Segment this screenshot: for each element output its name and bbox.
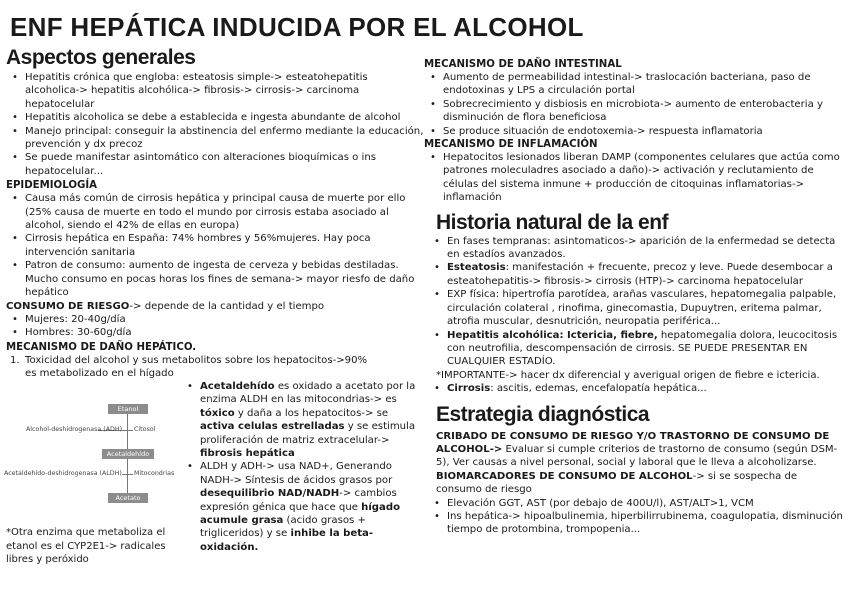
list-item: • Mujeres: 20-40g/día	[6, 313, 424, 326]
list-item: • Patron de consumo: aumento de ingesta de cerveza y bebidas destiladas. Mucho consumo en pocas horas los fines de semana-> mayor riesfo de daño hepático	[6, 259, 424, 299]
right-column	[424, 58, 844, 537]
text: (acido grasos + trigliceridos) y se	[200, 515, 366, 540]
text: y se estimula proliferación de matriz extracelular->	[200, 421, 416, 446]
bold-text: Acetaldehído	[200, 381, 275, 392]
bold-text: activa celulas estrelladas	[200, 421, 345, 433]
epidemiologia-list	[6, 192, 424, 299]
metabolism-diagram	[0, 398, 180, 508]
cribado-heading: CRIBADO DE CONSUMO DE RIESGO Y/O TRASTORNO DE CONSUMO DE ALCOHOL->	[436, 430, 830, 455]
consumo-riesgo-heading: CONSUMO DE RIESGO	[6, 300, 130, 312]
arrow-line	[127, 414, 128, 449]
mecanismo-inflamacion-heading: MECANISMO DE INFLAMACIÓN	[424, 139, 598, 151]
mecanismo-intestinal-list	[424, 71, 844, 138]
etanol-box: Etanol	[108, 404, 148, 414]
text: : manifestación + frecuente, precoz y leve. Puede desembocar a esteatohepatitis-> fibrosis-> cirrosis (HTP)-> carcinoma hepatocelular	[447, 262, 833, 287]
bold-text: Cirrosis	[447, 383, 491, 395]
list-item	[428, 329, 844, 369]
cyp2e1-note: *Otra enzima que metaboliza el etanol es el CYP2E1-> radicales libres y peróxido	[6, 527, 166, 565]
left-column	[6, 46, 424, 381]
text: y daña a los hepatocitos-> se	[234, 407, 389, 419]
mitocondrias-label: Mitocondrias	[134, 470, 175, 477]
list-item: • Cirrosis hepática en España: 74% hombres y 56%mujeres. Hay poca intervención sanitaria	[6, 232, 424, 259]
list-item: • Aumento de permeabilidad intestinal-> traslocación bacteriana, paso de endotoxinas y LPS a circulación portal	[424, 71, 844, 98]
historia-list	[428, 235, 844, 369]
enzyme-adh-label: Alcohol-deshidrogenasa (ADH)	[26, 426, 123, 433]
aspectos-list	[6, 71, 424, 178]
list-item: • Ins hepática-> hipoalbulinemia, hiperbilirrubinema, coagulopatia, disminución tiempo de protombina, trompopenia...	[428, 510, 844, 537]
bold-text: Hepatitis alcohólica: Ictericia, fiebre,	[447, 329, 658, 341]
list-item	[181, 380, 421, 460]
arrow-line	[127, 459, 128, 493]
list-item: • EXP física: hipertrofía parotídea, arañas vasculares, hepatomegalia palpable, circulación colateral , rinofima, ginecomastia, Dupuytren, eritema palmar, atrofia muscular, desnutrición, neuropatia periférica...	[428, 288, 844, 328]
consumo-riesgo-line	[6, 300, 424, 313]
acetaldehido-box: Acetaldehído	[102, 449, 154, 459]
biomarcadores-paragraph	[436, 470, 844, 497]
mecanismo-hepatico-item	[6, 354, 375, 381]
list-item: • Sobrecrecimiento y disbiosis en microbiota-> aumento de enterobacteria y disminución de flora beneficiosa	[424, 98, 844, 125]
list-item: • Se puede manifestar asintomático con alteraciones bioquímicas o ins hepatocelular...	[6, 151, 424, 178]
bold-text: tóxico	[200, 407, 235, 419]
list-item: • Se produce situación de endotoxemia-> respuesta inflamatoria	[424, 125, 844, 138]
list-item: • Hombres: 30-60g/día	[6, 326, 424, 339]
mid-list	[181, 380, 421, 554]
text: -> cambios expresión génica que hace que	[200, 488, 397, 513]
mecanismo-inflamacion-list	[424, 151, 844, 205]
arrow-line	[127, 430, 133, 431]
list-item: • Causa más común de cirrosis hepática y principal causa de muerte por ello (25% causa de muerte en todo el mundo por cirrosis estaba asociado al alcohol, siendo el 42% de ellas en europa)	[6, 192, 424, 232]
bold-text: hígado acumule grasa	[200, 501, 400, 527]
consumo-riesgo-list	[6, 313, 424, 340]
list-item: • Hepatitis crónica que engloba: esteatosis simple-> esteatohepatitis alcoholica-> hepatitis alcohólica-> fibrosis-> cirrosis-> carcinoma hepatocelular	[6, 71, 424, 111]
text: es oxidado a acetato por la enzima ALDH en las mitocondrias-> es	[200, 381, 416, 406]
bold-text: fibrosis hepática	[200, 448, 295, 460]
list-item: • Hepatitis alcoholica se debe a establecida e ingesta abundante de alcohol	[6, 111, 424, 124]
epidemiologia-heading: EPIDEMIOLOGÍA	[6, 180, 98, 192]
bold-text: desequilibrio NAD/NADH	[200, 488, 340, 500]
cribado-text: Evaluar si cumple criterios de trastorno de consumo (según DSM-5), Ver causas a nivel personal, social y laboral que le lleva a alcoholizarse.	[436, 443, 838, 469]
list-item: • En fases tempranas: asintomaticos-> aparición de la enfermedad se detecta en estadíos avanzados.	[428, 235, 844, 262]
mecanismo-hepatico-heading: MECANISMO DE DAÑO HEPÁTICO.	[6, 341, 197, 353]
historia-list-2	[428, 382, 844, 395]
cribado-paragraph	[436, 430, 844, 470]
list-item	[181, 460, 421, 554]
text: ALDH y ADH-> usa NAD+, Generando NADH-> Síntesis de ácidos grasos por	[200, 461, 393, 486]
mecanismo-intestinal-heading: MECANISMO DE DAÑO INTESTINAL	[424, 59, 622, 70]
page-title: ENF HEPÁTICA INDUCIDA POR EL ALCOHOL	[10, 12, 584, 42]
biomarcadores-heading: BIOMARCADORES DE CONSUMO DE ALCOHOL	[436, 470, 693, 482]
historia-heading: Historia natural de la enf	[436, 210, 669, 234]
enzyme-aldh-label: Acetaldehído-deshidrogenasa (ALDH)	[4, 470, 122, 477]
mid-bullets	[181, 380, 421, 554]
arrow-line	[127, 474, 133, 475]
bold-text: Esteatosis	[447, 262, 506, 274]
item-number: 1.	[10, 354, 20, 366]
consumo-riesgo-text: -> depende de la cantidad y el tiempo	[129, 300, 325, 312]
biomarcadores-list	[428, 497, 844, 537]
estrategia-heading: Estrategia diagnóstica	[436, 402, 650, 426]
bold-text: inhibe la beta-oxidación.	[200, 528, 374, 553]
list-item: • Hepatocitos lesionados liberan DAMP (componentes celulares que actúa como patrones moleculadres asociado a daño)-> activación y reclutamiento de células del sistema inmune + producción de citoquinas inflamatorias-> inflamación	[424, 151, 844, 205]
aspectos-heading: Aspectos generales	[6, 46, 196, 69]
biomarcadores-text: -> si se sospecha de consumo de riesgo	[436, 470, 798, 496]
citosol-label: Citosol	[134, 426, 156, 433]
list-item: • Elevación GGT, AST (por debajo de 400U/l), AST/ALT>1, VCM	[428, 497, 844, 510]
list-item	[428, 382, 844, 395]
list-item	[428, 261, 844, 288]
text: hepatomegalia dolora, leucocitosis con neutrofilia, descompensación de cirrosis. SE PUEDE PRESENTAR EN CUALQUIER ESTADÍO.	[447, 329, 838, 368]
list-item: • Manejo principal: conseguir la abstinencia del enfermo mediante la educación, prevención y dx precoz	[6, 125, 424, 152]
acetato-box: Acetato	[108, 493, 148, 503]
item-text: Toxicidad del alcohol y sus metabolitos sobre los hepatocitos->90% es metabolizado en el hígado	[25, 354, 368, 380]
historia-note: *IMPORTANTE-> hacer dx diferencial y averigual origen de fiebre e ictericia.	[436, 369, 820, 381]
text: : ascitis, edemas, encefalopatía hepática...	[490, 383, 707, 395]
